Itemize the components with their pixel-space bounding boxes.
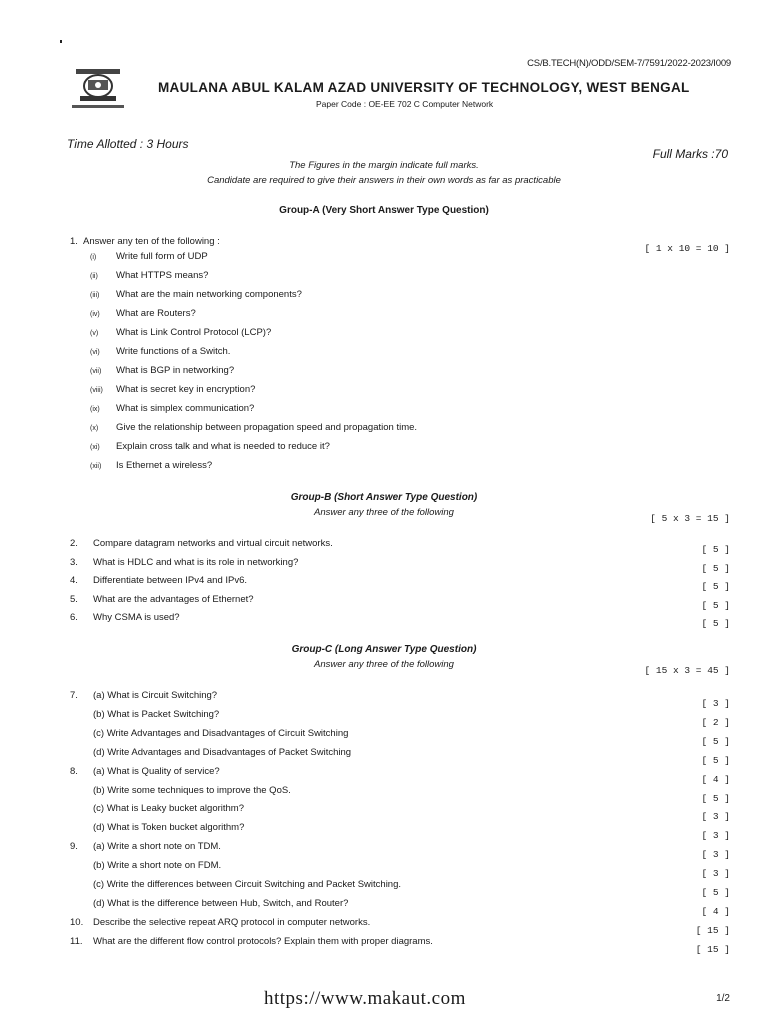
- group-c-marks: [ 15 x 3 = 45 ]: [644, 665, 730, 676]
- list-item: [90, 270, 208, 281]
- item-text: What is BGP in networking?: [116, 365, 235, 376]
- question-marks: [ 5 ]: [701, 618, 730, 629]
- question-number: 1.: [70, 236, 78, 247]
- question-marks: [ 5 ]: [701, 562, 730, 574]
- question-marks: [ 3 ]: [701, 830, 730, 842]
- list-item: [90, 422, 417, 433]
- question-text: (d) What is Token bucket algorithm?: [93, 822, 245, 834]
- question-text: (c) Write Advantages and Disadvantages of Circuit Switching: [93, 727, 349, 739]
- item-number: (vii): [90, 368, 102, 375]
- question-number: 4.: [70, 575, 78, 586]
- question-text: (b) What is Packet Switching?: [93, 708, 220, 720]
- question-text: Differentiate between IPv4 and IPv6.: [93, 575, 248, 586]
- question-marks: [ 5 ]: [701, 792, 730, 804]
- question-marks: [ 3 ]: [701, 849, 730, 861]
- item-text: Write functions of a Switch.: [116, 346, 231, 357]
- question-number: 9.: [70, 841, 78, 853]
- item-text: Is Ethernet a wireless?: [116, 460, 213, 471]
- list-item: [90, 346, 230, 357]
- question-number: 10.: [70, 916, 84, 928]
- list-item: [90, 460, 212, 471]
- question-text: (c) What is Leaky bucket algorithm?: [93, 803, 245, 815]
- question-number: 5.: [70, 593, 78, 605]
- group-b-instruction: Answer any three of the following: [314, 507, 454, 518]
- question-marks: [ 2 ]: [701, 716, 730, 728]
- paper-reference-code: CS/B.TECH(N)/ODD/SEM-7/7591/2022-2023/I009: [527, 58, 731, 69]
- list-item: [90, 384, 255, 395]
- time-allotted: Time Allotted : 3 Hours: [67, 137, 189, 151]
- paper-code: Paper Code : OE-EE 702 C Computer Network: [316, 99, 494, 109]
- item-number: (v): [90, 330, 99, 337]
- group-a-instruction: Answer any ten of the following :: [83, 236, 220, 247]
- item-number: (viii): [90, 387, 103, 394]
- question-text: (d) Write Advantages and Disadvantages of Packet Switching: [93, 746, 352, 758]
- question-marks: [ 4 ]: [701, 773, 730, 785]
- item-number: (i): [90, 254, 97, 261]
- item-number: (iv): [90, 311, 100, 318]
- full-marks: Full Marks :70: [652, 147, 728, 161]
- footer-url: https://www.makaut.com: [264, 988, 466, 1009]
- question-marks: [ 4 ]: [701, 905, 730, 917]
- item-number: (vi): [90, 349, 100, 356]
- question-marks: [ 5 ]: [701, 887, 730, 898]
- question-number: 7.: [70, 690, 78, 701]
- list-item: [90, 403, 254, 414]
- list-item: [90, 365, 234, 376]
- item-number: (xi): [90, 444, 100, 451]
- question-marks: [ 5 ]: [701, 544, 730, 555]
- group-a-marks: [ 1 x 10 = 10 ]: [644, 243, 730, 254]
- question-number: 6.: [70, 612, 78, 623]
- question-number: 2.: [70, 538, 78, 549]
- instruction-line-1: The Figures in the margin indicate full marks.: [289, 160, 479, 171]
- question-marks: [ 5 ]: [701, 754, 730, 766]
- question-text: (c) Write the differences between Circuit Switching and Packet Switching.: [93, 879, 402, 890]
- item-text: What is Link Control Protocol (LCP)?: [116, 327, 272, 338]
- question-text: (b) Write a short note on FDM.: [93, 860, 222, 872]
- question-text: What is HDLC and what is its role in networking?: [93, 556, 299, 568]
- question-text: (a) What is Circuit Switching?: [93, 690, 218, 701]
- question-number: 8.: [70, 765, 78, 777]
- question-text: Compare datagram networks and virtual circuit networks.: [93, 538, 333, 549]
- question-marks: [ 5 ]: [701, 581, 730, 592]
- group-c-title: Group-C (Long Answer Type Question): [291, 644, 477, 655]
- group-a-title: Group-A (Very Short Answer Type Question): [279, 205, 489, 216]
- university-logo-icon: [66, 66, 130, 112]
- question-text: (a) What is Quality of service?: [93, 765, 220, 777]
- item-text: What is simplex communication?: [116, 403, 255, 414]
- question-text: What are the different flow control protocols? Explain them with proper diagrams.: [93, 935, 433, 947]
- item-text: Write full form of UDP: [116, 251, 208, 262]
- question-text: (b) Write some techniques to improve the QoS.: [93, 784, 291, 796]
- question-marks: [ 5 ]: [701, 599, 730, 611]
- group-c-instruction: Answer any three of the following: [314, 659, 454, 670]
- group-b-marks: [ 5 x 3 = 15 ]: [650, 513, 730, 524]
- question-number: 11.: [70, 935, 83, 947]
- page-number: 1/2: [716, 993, 730, 1004]
- list-item: [90, 308, 196, 319]
- question-marks: [ 15 ]: [695, 943, 730, 955]
- list-item: [90, 441, 330, 452]
- item-text: What are Routers?: [116, 308, 196, 319]
- university-name: MAULANA ABUL KALAM AZAD UNIVERSITY OF TECHNOLOGY, WEST BENGAL: [158, 80, 690, 95]
- item-text: What are the main networking components?: [116, 289, 302, 300]
- item-text: Give the relationship between propagation speed and propagation time.: [116, 422, 418, 433]
- item-number: (ii): [90, 273, 98, 280]
- item-number: (x): [90, 425, 99, 432]
- question-marks: [ 15 ]: [695, 924, 730, 936]
- item-text: Explain cross talk and what is needed to reduce it?: [116, 441, 330, 452]
- question-text: What are the advantages of Ethernet?: [93, 593, 254, 605]
- question-marks: [ 5 ]: [701, 735, 730, 747]
- question-marks: [ 3 ]: [701, 868, 730, 880]
- question-number: 3.: [70, 556, 78, 568]
- question-text: Why CSMA is used?: [93, 612, 180, 623]
- item-text: What is secret key in encryption?: [116, 384, 256, 395]
- group-b-title: Group-B (Short Answer Type Question): [290, 492, 478, 503]
- question-text: (a) Write a short note on TDM.: [93, 841, 221, 853]
- list-item: [90, 289, 302, 300]
- item-text: What HTTPS means?: [116, 270, 209, 281]
- question-marks: [ 3 ]: [701, 811, 730, 823]
- item-number: (iii): [90, 292, 100, 299]
- item-number: (xii): [90, 463, 102, 470]
- scan-speck: [60, 40, 62, 43]
- instruction-line-2: Candidate are required to give their answers in their own words as far as practicable: [207, 175, 561, 186]
- question-marks: [ 3 ]: [701, 698, 730, 709]
- item-number: (ix): [90, 406, 100, 413]
- question-text: Describe the selective repeat ARQ protocol in computer networks.: [93, 916, 371, 928]
- question-text: (d) What is the difference between Hub, Switch, and Router?: [93, 897, 349, 909]
- list-item: [90, 251, 208, 262]
- list-item: [90, 327, 271, 338]
